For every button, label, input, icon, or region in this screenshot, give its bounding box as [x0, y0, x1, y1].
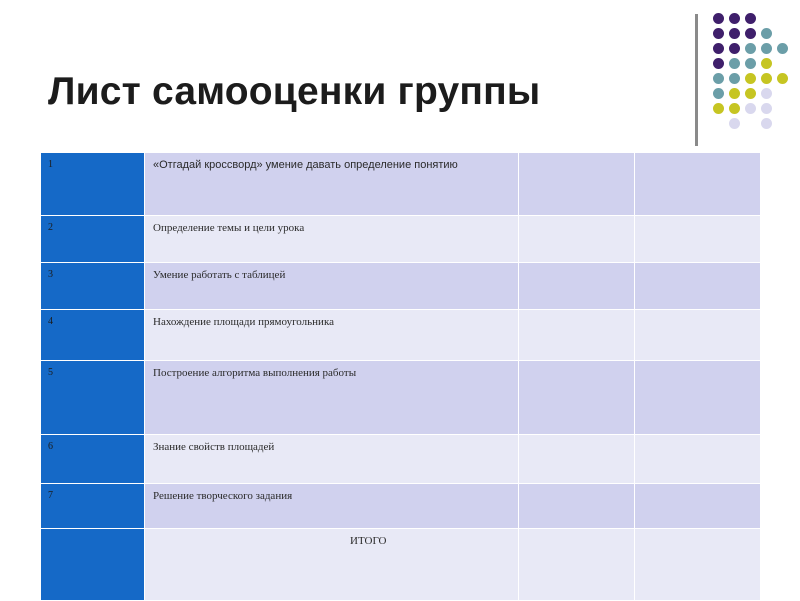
criterion-text: Умение работать с таблицей — [145, 263, 519, 310]
table-row — [41, 216, 761, 263]
score-cell[interactable] — [519, 263, 635, 310]
score-cell[interactable] — [519, 484, 635, 529]
total-score-cell[interactable] — [519, 529, 635, 601]
slide-title: Лист самооценки группы — [48, 70, 541, 113]
dot-olive — [745, 88, 756, 99]
score-cell[interactable] — [519, 361, 635, 435]
criterion-text: Знание свойств площадей — [145, 435, 519, 484]
row-number: 4 — [41, 310, 145, 361]
table-row — [41, 361, 761, 435]
dot-purple — [713, 13, 724, 24]
score-cell[interactable] — [635, 435, 761, 484]
dot-olive — [713, 103, 724, 114]
dot-purple — [729, 13, 740, 24]
dot-olive — [777, 73, 788, 84]
total-label: ИТОГО — [145, 529, 519, 601]
dot-lavender — [761, 88, 772, 99]
score-cell[interactable] — [519, 435, 635, 484]
score-cell[interactable] — [635, 153, 761, 216]
score-cell[interactable] — [635, 484, 761, 529]
dot-teal — [761, 28, 772, 39]
score-cell[interactable] — [519, 310, 635, 361]
dot-purple — [729, 28, 740, 39]
row-number: 5 — [41, 361, 145, 435]
dot-lavender — [761, 103, 772, 114]
total-row — [41, 529, 761, 601]
dot-olive — [761, 58, 772, 69]
criterion-text: «Отгадай кроссворд» умение давать определение понятию — [145, 153, 519, 216]
dot-purple — [729, 43, 740, 54]
dot-purple — [713, 43, 724, 54]
dot-olive — [729, 103, 740, 114]
dot-lavender — [761, 118, 772, 129]
dot-teal — [777, 43, 788, 54]
dot-purple — [713, 28, 724, 39]
row-number: 3 — [41, 263, 145, 310]
score-cell[interactable] — [519, 153, 635, 216]
dot-olive — [729, 88, 740, 99]
dot-teal — [745, 43, 756, 54]
criterion-text: Определение темы и цели урока — [145, 216, 519, 263]
dot-purple — [745, 28, 756, 39]
dot-teal — [713, 73, 724, 84]
dot-purple — [713, 58, 724, 69]
total-score-cell[interactable] — [635, 529, 761, 601]
dot-teal — [729, 73, 740, 84]
table-row — [41, 310, 761, 361]
dot-teal — [761, 43, 772, 54]
dot-teal — [729, 58, 740, 69]
table-row — [41, 484, 761, 529]
row-number-empty — [41, 529, 145, 601]
dot-teal — [713, 88, 724, 99]
dot-olive — [761, 73, 772, 84]
self-assessment-table — [40, 152, 761, 601]
dot-lavender — [745, 103, 756, 114]
dot-teal — [745, 58, 756, 69]
row-number: 1 — [41, 153, 145, 216]
score-cell[interactable] — [635, 361, 761, 435]
dot-olive — [745, 73, 756, 84]
criterion-text: Построение алгоритма выполнения работы — [145, 361, 519, 435]
decorative-divider — [695, 14, 698, 146]
score-cell[interactable] — [635, 216, 761, 263]
score-cell[interactable] — [635, 310, 761, 361]
row-number: 2 — [41, 216, 145, 263]
table-row — [41, 153, 761, 216]
table-row — [41, 435, 761, 484]
row-number: 6 — [41, 435, 145, 484]
score-cell[interactable] — [519, 216, 635, 263]
criterion-text: Решение творческого задания — [145, 484, 519, 529]
table-row — [41, 263, 761, 310]
criterion-text: Нахождение площади прямоугольника — [145, 310, 519, 361]
dot-lavender — [729, 118, 740, 129]
score-cell[interactable] — [635, 263, 761, 310]
row-number: 7 — [41, 484, 145, 529]
dot-purple — [745, 13, 756, 24]
